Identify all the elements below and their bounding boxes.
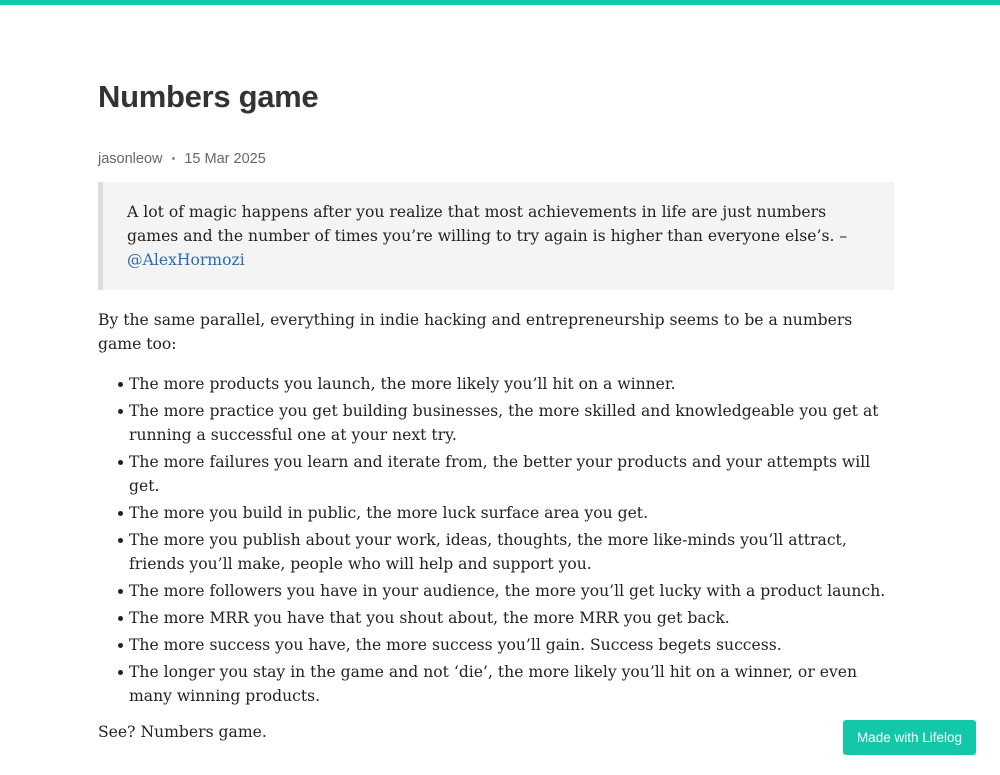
intro-paragraph: By the same parallel, everything in indie hacking and entrepreneurship seems to be a numbers game too: [98, 311, 853, 353]
top-accent-bar [0, 0, 1000, 5]
list-item: The more you publish about your work, ideas, thoughts, the more like-minds you’ll attract, friends you’ll make, people who will help and support you. [118, 528, 894, 576]
blockquote [98, 182, 894, 290]
list-item: The more you build in public, the more luck surface area you get. [118, 501, 894, 525]
list-item: The more products you launch, the more likely you’ll hit on a winner. [118, 372, 894, 396]
meta-separator: • [171, 153, 176, 165]
author-name: jasonleow [98, 151, 163, 167]
made-with-lifelog-button[interactable]: Made with Lifelog [843, 720, 976, 755]
quote-author-link[interactable]: @AlexHormozi [127, 251, 245, 269]
post-article [98, 78, 894, 744]
quote-text: A lot of magic happens after you realize that most achievements in life are just numbers games and the number of times you’re willing to try again is higher than everyone else’s. – [127, 203, 848, 245]
list-item: The more MRR you have that you shout about, the more MRR you get back. [118, 606, 894, 630]
post-title: Numbers game [98, 79, 319, 114]
closing-paragraph: See? Numbers game. [98, 723, 267, 741]
bullet-list [98, 372, 894, 708]
list-item: The more success you have, the more success you’ll gain. Success begets success. [118, 633, 894, 657]
list-item: The more practice you get building businesses, the more skilled and knowledgeable you get at running a successful one at your next try. [118, 399, 894, 447]
list-item: The more failures you learn and iterate from, the better your products and your attempts will get. [118, 450, 894, 498]
list-item: The more followers you have in your audience, the more you’ll get lucky with a product launch. [118, 579, 894, 603]
list-item: The longer you stay in the game and not ‘die’, the more likely you’ll hit on a winner, or even many winning products. [118, 660, 894, 708]
post-meta [98, 149, 894, 169]
post-date: 15 Mar 2025 [184, 151, 266, 167]
